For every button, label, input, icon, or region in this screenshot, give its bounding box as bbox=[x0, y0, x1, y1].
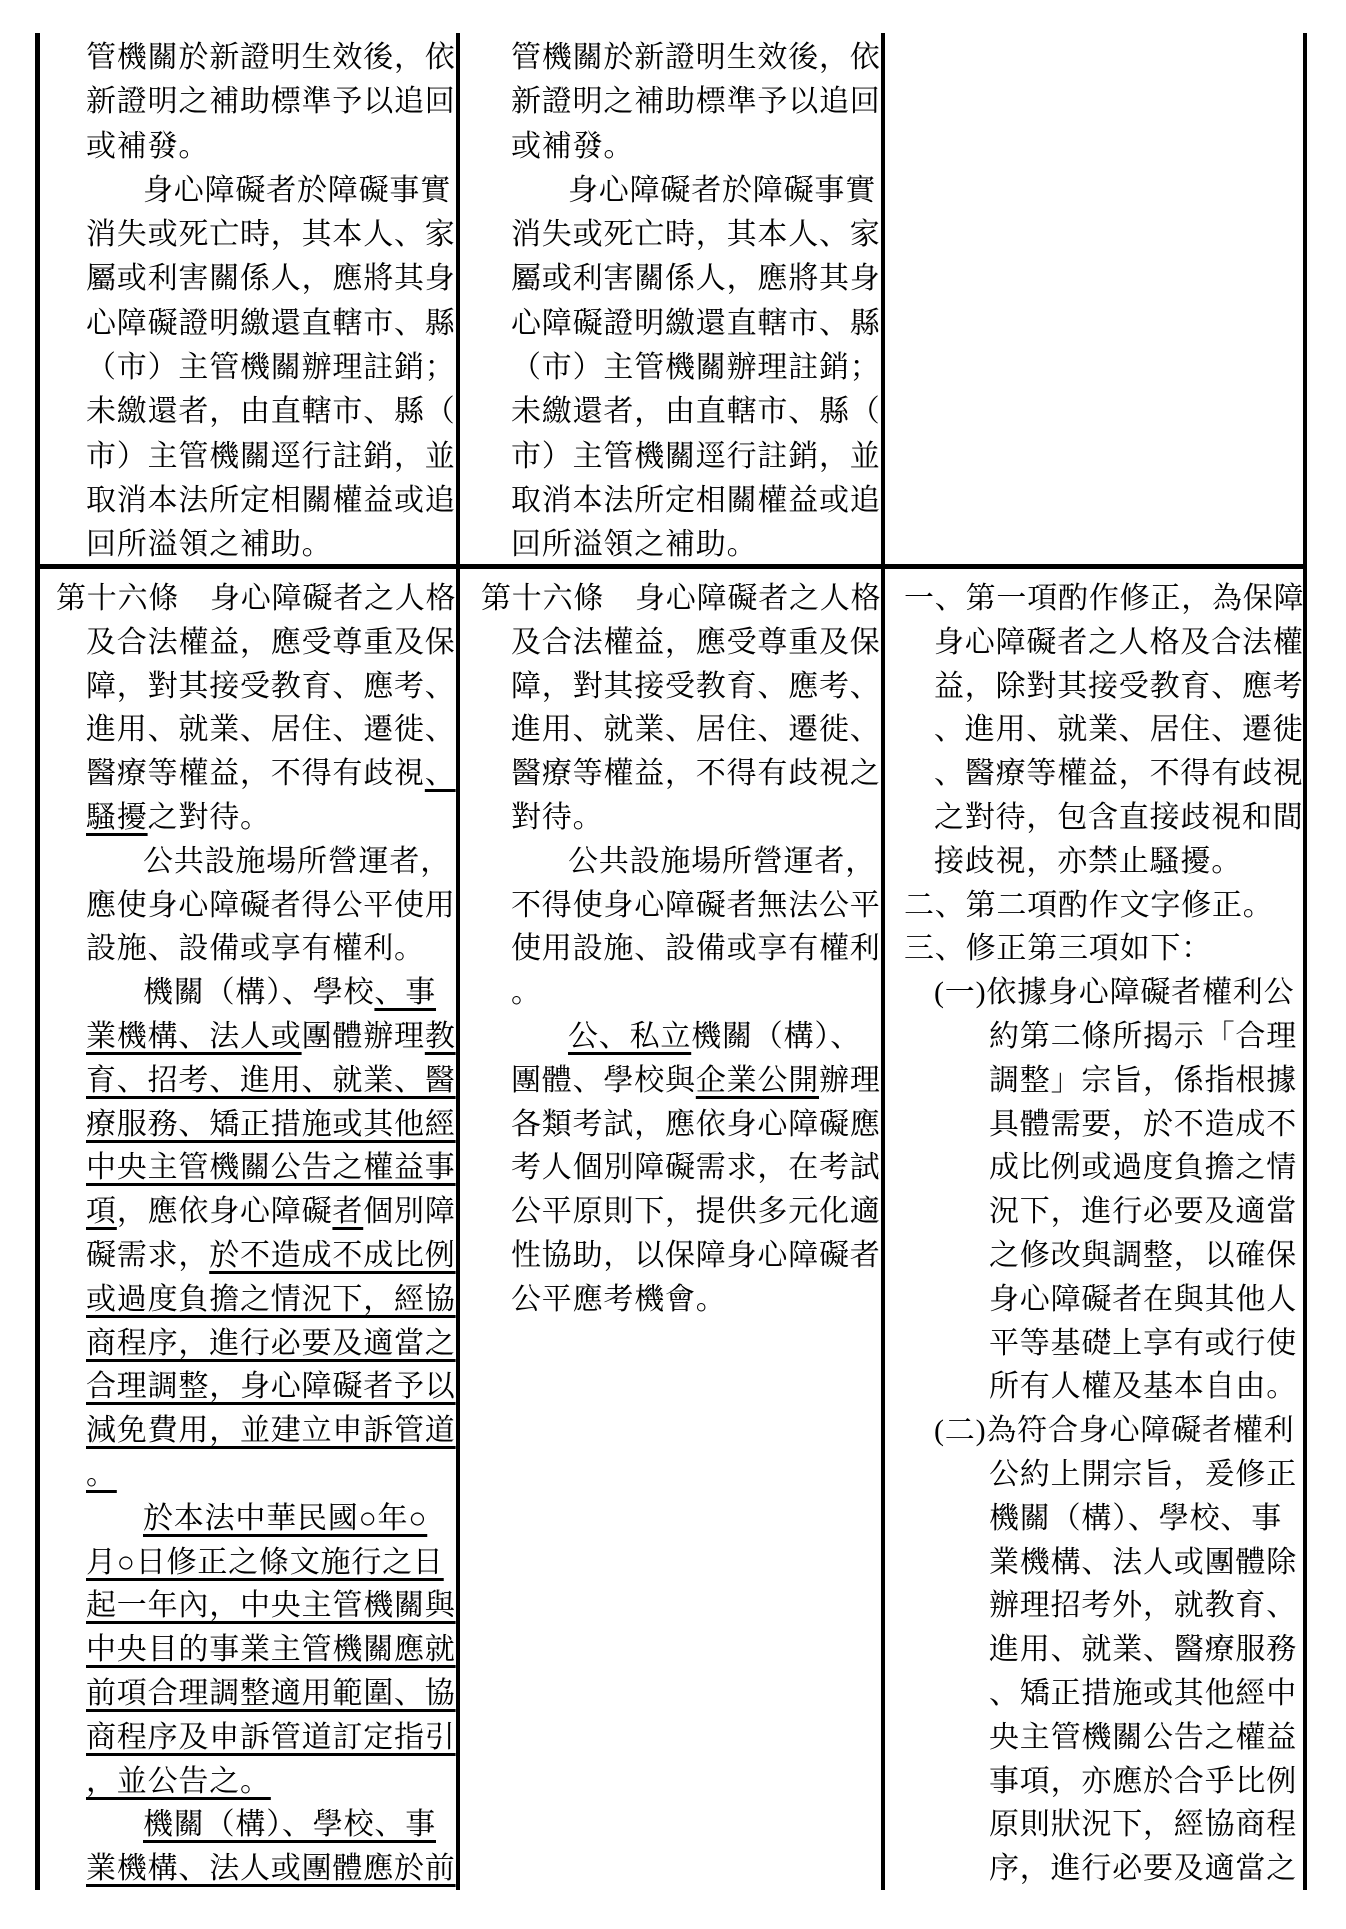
text-run: 障，對其接受教育、應考、 bbox=[86, 669, 456, 703]
text-line bbox=[481, 1059, 883, 1103]
text-line bbox=[56, 1234, 458, 1278]
text-run: 新證明之補助標準予以追回 bbox=[511, 85, 881, 119]
text-run: 心障礙證明繳還直轄市、縣 bbox=[86, 306, 456, 340]
text-line bbox=[481, 523, 883, 567]
text-line bbox=[56, 927, 458, 971]
underlined-text: 商程序，進行必要及適當之 bbox=[86, 1326, 456, 1360]
text-line bbox=[904, 708, 1304, 752]
text-line bbox=[904, 1365, 1304, 1409]
underlined-text: 中央目的事業主管機關應就 bbox=[86, 1633, 456, 1667]
text-line bbox=[56, 1803, 458, 1847]
text-line bbox=[904, 1584, 1304, 1628]
underlined-text: 中央主管機關公告之權益事 bbox=[86, 1151, 456, 1185]
text-line bbox=[481, 213, 883, 257]
text-line bbox=[56, 479, 458, 523]
text-line bbox=[904, 1059, 1304, 1103]
cell-row1-col2-current-continuation bbox=[481, 36, 883, 568]
text-line bbox=[56, 884, 458, 928]
text-run: 個別障 bbox=[363, 1195, 456, 1229]
text-run: 之修改與調整，以確保 bbox=[989, 1238, 1297, 1272]
text-run: 機關（構）、 bbox=[691, 1019, 862, 1053]
text-line bbox=[481, 80, 883, 124]
underlined-text: 月○日修正之條文施行之日 bbox=[86, 1545, 444, 1579]
text-run: 業機構、法人或團體除 bbox=[989, 1545, 1297, 1579]
text-line bbox=[56, 213, 458, 257]
text-line bbox=[904, 752, 1304, 796]
text-run: 一、第一項酌作修正，為保障 bbox=[904, 582, 1305, 615]
text-run: (一)依據身心障礙者權利公 bbox=[934, 976, 1295, 1010]
underlined-text: 於不造成不成比例 bbox=[209, 1238, 456, 1272]
text-line bbox=[481, 577, 883, 621]
text-run: 設施、設備或享有權利。 bbox=[86, 932, 425, 966]
text-line bbox=[56, 125, 458, 169]
text-run: （市）主管機關辦理註銷； bbox=[86, 351, 456, 385]
text-run: 回所溢領之補助。 bbox=[86, 528, 333, 562]
text-line bbox=[56, 1847, 458, 1891]
underlined-text: 機關（構）、學校、事 bbox=[143, 1808, 436, 1842]
text-line bbox=[481, 302, 883, 346]
text-line bbox=[481, 1103, 883, 1147]
text-run: 性協助，以保障身心障礙者 bbox=[511, 1238, 881, 1272]
underlined-text: 者 bbox=[332, 1195, 364, 1229]
text-run: 成比例或過度負擔之情 bbox=[989, 1151, 1297, 1185]
text-run: 屬或利害關係人，應將其身 bbox=[86, 262, 456, 296]
text-run: 各類考試，應依身心障礙應 bbox=[511, 1107, 881, 1141]
text-run: 進用、就業、居住、遷徙、 bbox=[511, 713, 881, 747]
text-line bbox=[904, 1190, 1304, 1234]
text-line bbox=[481, 1278, 883, 1322]
text-run: 公共設施場所營運者， bbox=[568, 844, 876, 878]
text-run: 未繳還者，由直轄市、縣（ bbox=[511, 395, 881, 429]
text-run: 或補發。 bbox=[86, 129, 210, 163]
text-line bbox=[56, 1672, 458, 1716]
underlined-text: 起一年內，中央主管機關與 bbox=[86, 1589, 456, 1623]
text-line bbox=[904, 1760, 1304, 1804]
text-line bbox=[481, 257, 883, 301]
text-line bbox=[481, 1146, 883, 1190]
underlined-text: 、事 bbox=[374, 976, 437, 1010]
text-run: 、進用、就業、居住、遷徙 bbox=[934, 713, 1304, 747]
text-line bbox=[481, 752, 883, 796]
text-line bbox=[56, 1146, 458, 1190]
text-run: 團體辦理 bbox=[301, 1019, 425, 1053]
text-run: 事項，亦應於合乎比例 bbox=[989, 1764, 1297, 1798]
text-run: 況下，進行必要及適當 bbox=[989, 1195, 1297, 1229]
text-line bbox=[56, 1103, 458, 1147]
text-run: 。 bbox=[511, 976, 542, 1010]
text-run: 醫療等權益，不得有歧視 bbox=[86, 757, 425, 791]
text-line bbox=[56, 523, 458, 567]
text-run: 原則狀況下，經協商程 bbox=[989, 1808, 1297, 1842]
text-line bbox=[904, 1278, 1304, 1322]
text-line bbox=[56, 1409, 458, 1453]
text-line bbox=[56, 796, 458, 840]
underlined-text: 於本法中華民國○年○ bbox=[143, 1501, 428, 1535]
text-line bbox=[481, 840, 883, 884]
text-line bbox=[56, 1760, 458, 1804]
text-run: 消失或死亡時，其本人、家 bbox=[511, 218, 881, 252]
underlined-text: 前項合理調整適用範圍、協 bbox=[86, 1676, 456, 1710]
text-line bbox=[481, 1234, 883, 1278]
text-run: 或補發。 bbox=[511, 129, 635, 163]
text-line bbox=[481, 1015, 883, 1059]
text-run: 取消本法所定相關權益或追 bbox=[86, 483, 456, 517]
underlined-text: 或過度負擔之情況下，經協 bbox=[86, 1282, 456, 1316]
text-run: 對待。 bbox=[511, 800, 604, 834]
cell-row2-col1-amended-article-16 bbox=[56, 577, 458, 1891]
underlined-text: 業機構、法人或團體應於前 bbox=[86, 1852, 456, 1886]
underlined-text: ，並公告之。 bbox=[86, 1764, 271, 1798]
text-line bbox=[481, 390, 883, 434]
text-run: 益，除對其接受教育、應考 bbox=[934, 669, 1304, 703]
underlined-text: 。 bbox=[86, 1457, 117, 1491]
text-run: 回所溢領之補助。 bbox=[511, 528, 758, 562]
text-line bbox=[904, 1453, 1304, 1497]
text-line bbox=[56, 1322, 458, 1366]
text-run: ，應依身心障礙 bbox=[116, 1195, 333, 1229]
text-run: 礙需求， bbox=[86, 1238, 210, 1272]
text-run: 公平原則下，提供多元化適 bbox=[511, 1195, 881, 1229]
text-line bbox=[481, 125, 883, 169]
text-line bbox=[481, 796, 883, 840]
text-run: 約第二條所揭示「合理 bbox=[989, 1019, 1297, 1053]
text-run: 、矯正措施或其他經中 bbox=[989, 1676, 1297, 1710]
text-run: 不得使身心障礙者無法公平 bbox=[511, 888, 881, 922]
text-run: 應使身心障礙者得公平使用 bbox=[86, 888, 456, 922]
text-run: 團體、學校與 bbox=[511, 1063, 696, 1097]
text-line bbox=[56, 1541, 458, 1585]
text-run: 考人個別障礙需求，在考試 bbox=[511, 1151, 881, 1185]
text-run: 之對待。 bbox=[147, 800, 271, 834]
text-line bbox=[56, 169, 458, 213]
text-line bbox=[56, 1497, 458, 1541]
text-run: 市）主管機關逕行註銷，並 bbox=[511, 439, 881, 473]
text-run: 二、第二項酌作文字修正。 bbox=[904, 888, 1274, 922]
text-run: 調整」宗旨，係指根據 bbox=[989, 1063, 1297, 1097]
text-line bbox=[481, 621, 883, 665]
text-line bbox=[904, 884, 1304, 928]
text-run: (二)為符合身心障礙者權利 bbox=[934, 1414, 1295, 1448]
underlined-text: 、 bbox=[424, 757, 456, 791]
text-line bbox=[904, 1146, 1304, 1190]
text-run: 障，對其接受教育、應考、 bbox=[511, 669, 881, 703]
underlined-text: 教 bbox=[424, 1019, 456, 1053]
text-run: 取消本法所定相關權益或追 bbox=[511, 483, 881, 517]
text-run: 公共設施場所營運者， bbox=[143, 844, 451, 878]
text-run: 身心障礙者於障礙事實 bbox=[143, 173, 451, 207]
text-run: 心障礙證明繳還直轄市、縣 bbox=[511, 306, 881, 340]
text-line bbox=[481, 169, 883, 213]
cell-row1-col1-amended-continuation bbox=[56, 36, 458, 568]
text-line bbox=[56, 1628, 458, 1672]
text-line bbox=[56, 577, 458, 621]
text-line bbox=[481, 36, 883, 80]
underlined-text: 項 bbox=[86, 1195, 117, 1229]
text-line bbox=[481, 346, 883, 390]
underlined-text: 減免費用，並建立申訴管道 bbox=[86, 1414, 456, 1448]
text-run: 公約上開宗旨，爰修正 bbox=[989, 1457, 1297, 1491]
text-line bbox=[904, 1015, 1304, 1059]
text-run: 之對待，包含直接歧視和間 bbox=[934, 800, 1304, 834]
text-line bbox=[904, 971, 1304, 1015]
text-run: 機關（構）、學校、事 bbox=[989, 1501, 1282, 1535]
text-run: 及合法權益，應受尊重及保 bbox=[511, 625, 881, 659]
text-run: 消失或死亡時，其本人、家 bbox=[86, 218, 456, 252]
text-line bbox=[56, 1190, 458, 1234]
underlined-text: 商程序及申訴管道訂定指引 bbox=[86, 1720, 456, 1754]
text-run: 屬或利害關係人，應將其身 bbox=[511, 262, 881, 296]
text-line bbox=[904, 1628, 1304, 1672]
text-line bbox=[56, 708, 458, 752]
text-run: 使用設施、設備或享有權利 bbox=[511, 932, 881, 966]
text-run: 第十六條 身心障礙者之人格 bbox=[56, 582, 457, 615]
text-line bbox=[904, 1409, 1304, 1453]
text-run: 管機關於新證明生效後，依 bbox=[511, 41, 881, 74]
text-line bbox=[481, 479, 883, 523]
text-line bbox=[904, 1541, 1304, 1585]
text-line bbox=[904, 796, 1304, 840]
text-run: 辦理 bbox=[819, 1063, 881, 1097]
text-line bbox=[481, 884, 883, 928]
text-line bbox=[56, 1015, 458, 1059]
text-run: 三、修正第三項如下： bbox=[904, 932, 1212, 966]
text-line bbox=[56, 840, 458, 884]
text-line bbox=[904, 1103, 1304, 1147]
text-line bbox=[904, 1847, 1304, 1891]
text-line bbox=[56, 1584, 458, 1628]
text-line bbox=[481, 708, 883, 752]
text-line bbox=[56, 1453, 458, 1497]
text-line bbox=[904, 1322, 1304, 1366]
text-line bbox=[56, 1059, 458, 1103]
text-run: 新證明之補助標準予以追回 bbox=[86, 85, 456, 119]
underlined-text: 合理調整，身心障礙者予以 bbox=[86, 1370, 456, 1404]
text-line bbox=[481, 665, 883, 709]
text-line bbox=[56, 302, 458, 346]
text-run: 進用、就業、居住、遷徙、 bbox=[86, 713, 456, 747]
text-run: （市）主管機關辦理註銷； bbox=[511, 351, 881, 385]
text-line bbox=[56, 390, 458, 434]
text-line bbox=[904, 840, 1304, 884]
cell-row2-col3-explanation-article-16 bbox=[904, 577, 1304, 1891]
text-run: 醫療等權益，不得有歧視之 bbox=[511, 757, 881, 791]
text-run: 未繳還者，由直轄市、縣（ bbox=[86, 395, 456, 429]
text-run: 進用、就業、醫療服務 bbox=[989, 1633, 1297, 1667]
table-border-left bbox=[35, 33, 40, 1890]
cell-row2-col2-current-article-16 bbox=[481, 577, 883, 1322]
text-run: 身心障礙者於障礙事實 bbox=[568, 173, 876, 207]
text-line bbox=[481, 1190, 883, 1234]
text-run: 平等基礎上享有或行使 bbox=[989, 1326, 1297, 1360]
text-line bbox=[56, 36, 458, 80]
text-line bbox=[56, 1278, 458, 1322]
text-run: 機關（構）、學校 bbox=[143, 976, 375, 1010]
text-line bbox=[56, 1365, 458, 1409]
text-line bbox=[904, 1497, 1304, 1541]
text-line bbox=[904, 1803, 1304, 1847]
text-line bbox=[56, 1716, 458, 1760]
text-run: 接歧視，亦禁止騷擾。 bbox=[934, 844, 1242, 878]
text-run: 序，進行必要及適當之 bbox=[989, 1852, 1297, 1886]
text-line bbox=[56, 80, 458, 124]
text-line bbox=[481, 927, 883, 971]
text-line bbox=[904, 1672, 1304, 1716]
underlined-text: 療服務、矯正措施或其他經 bbox=[86, 1107, 456, 1141]
text-line bbox=[904, 1234, 1304, 1278]
text-line bbox=[904, 665, 1304, 709]
text-run: 第十六條 身心障礙者之人格 bbox=[481, 582, 882, 615]
underlined-text: 育、招考、進用、就業、醫 bbox=[86, 1063, 456, 1097]
underlined-text: 公、私立 bbox=[568, 1019, 692, 1053]
text-run: 身心障礙者之人格及合法權 bbox=[934, 625, 1304, 659]
underlined-text: 業機構、法人或 bbox=[86, 1019, 302, 1053]
text-line bbox=[56, 435, 458, 479]
text-run: 身心障礙者在與其他人 bbox=[989, 1282, 1297, 1316]
text-run: 辦理招考外，就教育、 bbox=[989, 1589, 1297, 1623]
text-line bbox=[904, 621, 1304, 665]
text-line bbox=[904, 1716, 1304, 1760]
text-line bbox=[904, 927, 1304, 971]
text-line bbox=[481, 435, 883, 479]
underlined-text: 企業公開 bbox=[695, 1063, 820, 1097]
text-line bbox=[56, 665, 458, 709]
text-run: 央主管機關公告之權益 bbox=[989, 1720, 1297, 1754]
text-line bbox=[56, 752, 458, 796]
text-line bbox=[56, 346, 458, 390]
text-run: 及合法權益，應受尊重及保 bbox=[86, 625, 456, 659]
text-line bbox=[481, 971, 883, 1015]
text-run: 具體需要，於不造成不 bbox=[989, 1107, 1297, 1141]
text-line bbox=[56, 257, 458, 301]
text-run: 市）主管機關逕行註銷，並 bbox=[86, 439, 456, 473]
text-run: 公平應考機會。 bbox=[511, 1282, 727, 1316]
text-line bbox=[56, 971, 458, 1015]
text-run: 、醫療等權益，不得有歧視 bbox=[934, 757, 1304, 791]
text-line bbox=[904, 577, 1304, 621]
underlined-text: 騷擾 bbox=[86, 800, 148, 834]
text-line bbox=[56, 621, 458, 665]
text-run: 管機關於新證明生效後，依 bbox=[86, 41, 456, 74]
text-run: 所有人權及基本自由。 bbox=[989, 1370, 1297, 1404]
